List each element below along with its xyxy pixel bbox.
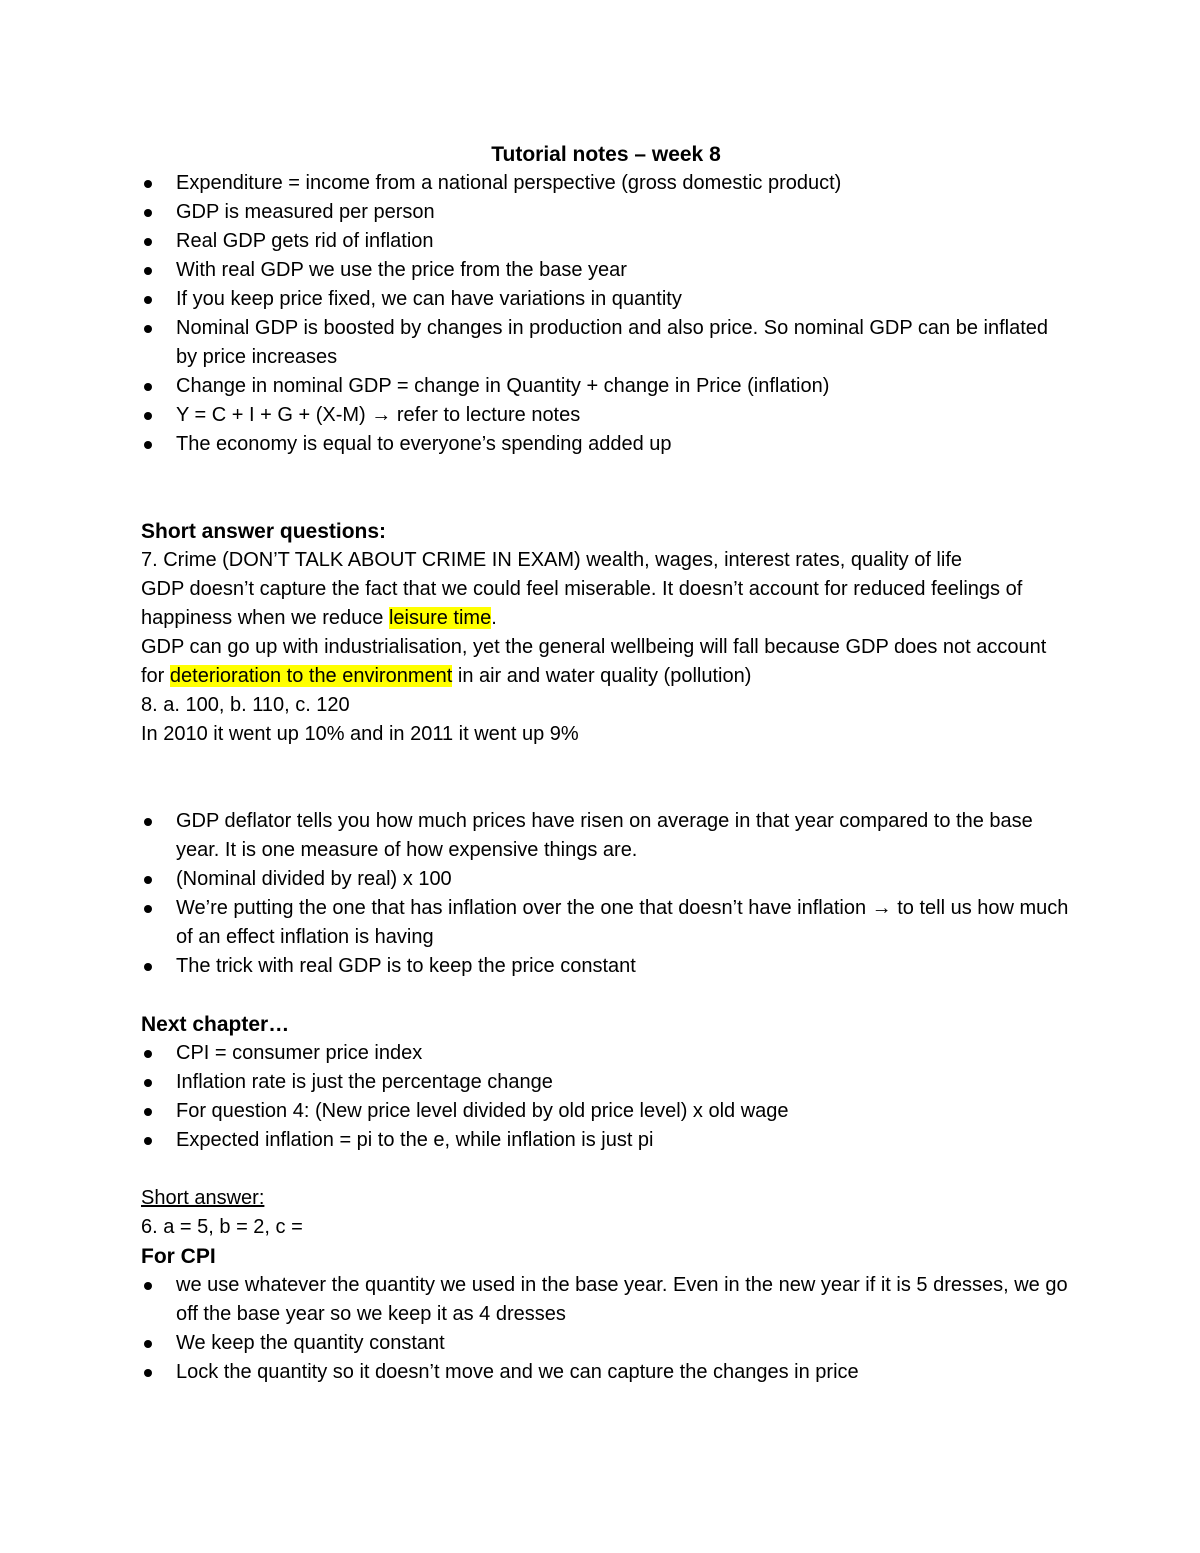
list-item: we use whatever the quantity we used in the base year. Even in the new year if it is 5 dresses, we go off the base year so we keep it as 4 dresses [141,1271,1071,1329]
bullet-icon [144,1282,152,1290]
highlight-leisure-time: leisure time [388,607,492,629]
bullet-icon [144,963,152,971]
document-page [141,140,1071,1387]
deflator-notes-list [141,807,1071,981]
bullet-icon [144,1108,152,1116]
arrow-right-icon: → [871,897,892,919]
list-item: The trick with real GDP is to keep the price constant [141,952,1071,981]
list-item: Change in nominal GDP = change in Quantity + change in Price (inflation) [141,372,1071,401]
question-6-line: 6. a = 5, b = 2, c = [141,1216,303,1238]
formula-text: Y = C + I + G + (X-M) [176,404,372,426]
bullet-icon [144,441,152,449]
bullet-icon [144,412,152,420]
question-8-note: In 2010 it went up 10% and in 2011 it went up 9% [141,723,579,745]
page-title: Tutorial notes – week 8 [491,143,721,166]
list-item: Expected inflation = pi to the e, while inflation is just pi [141,1126,1071,1155]
short-answer-heading: Short answer questions: [141,520,387,543]
spacer [141,459,1071,517]
bullet-icon [144,296,152,304]
bullet-icon [144,818,152,826]
list-item: Real GDP gets rid of inflation [141,227,1071,256]
bullet-icon [144,383,152,391]
question-8-line: 8. a. 100, b. 110, c. 120 [141,694,350,716]
list-item: Nominal GDP is boosted by changes in production and also price. So nominal GDP can be inflated by price increases [141,314,1071,372]
bullet-icon [144,209,152,217]
list-item: For question 4: (New price level divided by old price level) x old wage [141,1097,1071,1126]
bullet-icon [144,1340,152,1348]
list-item: If you keep price fixed, we can have variations in quantity [141,285,1071,314]
list-item: Inflation rate is just the percentage change [141,1068,1071,1097]
list-item: We keep the quantity constant [141,1329,1071,1358]
highlight-environment: deterioration to the environment [169,665,453,687]
paragraph-environment: GDP can go up with industrialisation, yet the general wellbeing will fall because GDP does not account for deterioration to the environment in air and water quality (pollution) [141,636,1047,687]
list-item: GDP is measured per person [141,198,1071,227]
paragraph-happiness: GDP doesn’t capture the fact that we could feel miserable. It doesn’t account for reduced feelings of happiness when we reduce leisure time. [141,578,1023,629]
list-item: Lock the quantity so it doesn’t move and we can capture the changes in price [141,1358,1071,1387]
bullet-icon [144,1137,152,1145]
bullet-icon [144,1050,152,1058]
list-item: GDP deflator tells you how much prices have risen on average in that year compared to the base year. It is one measure of how expensive things are. [141,807,1071,865]
cpi-notes-list [141,1039,1071,1155]
cpi-quantity-list [141,1271,1071,1387]
spacer [141,981,1071,1010]
list-item: CPI = consumer price index [141,1039,1071,1068]
list-item: (Nominal divided by real) x 100 [141,865,1071,894]
next-chapter-heading: Next chapter… [141,1013,290,1036]
bullet-icon [144,238,152,246]
list-item: Expenditure = income from a national perspective (gross domestic product) [141,169,1071,198]
spacer [141,1155,1071,1184]
arrow-right-icon: → [371,404,392,426]
short-answer-subheading: Short answer: [141,1187,265,1209]
bullet-icon [144,1369,152,1377]
list-item: With real GDP we use the price from the base year [141,256,1071,285]
list-item: The economy is equal to everyone’s spending added up [141,430,1071,459]
bullet-icon [144,180,152,188]
question-7-line: 7. Crime (DON’T TALK ABOUT CRIME IN EXAM) wealth, wages, interest rates, quality of life [141,549,962,571]
bullet-icon [144,905,152,913]
bullet-icon [144,876,152,884]
bullet-icon [144,267,152,275]
list-item: We’re putting the one that has inflation over the one that doesn’t have inflation → to tell us how much of an effect inflation is having [141,894,1071,952]
bullet-icon [144,1079,152,1087]
bullet-icon [144,325,152,333]
spacer [141,749,1071,807]
list-item: Y = C + I + G + (X-M) → refer to lecture notes [141,401,1071,430]
gdp-notes-list [141,169,1071,459]
for-cpi-heading: For CPI [141,1245,216,1268]
